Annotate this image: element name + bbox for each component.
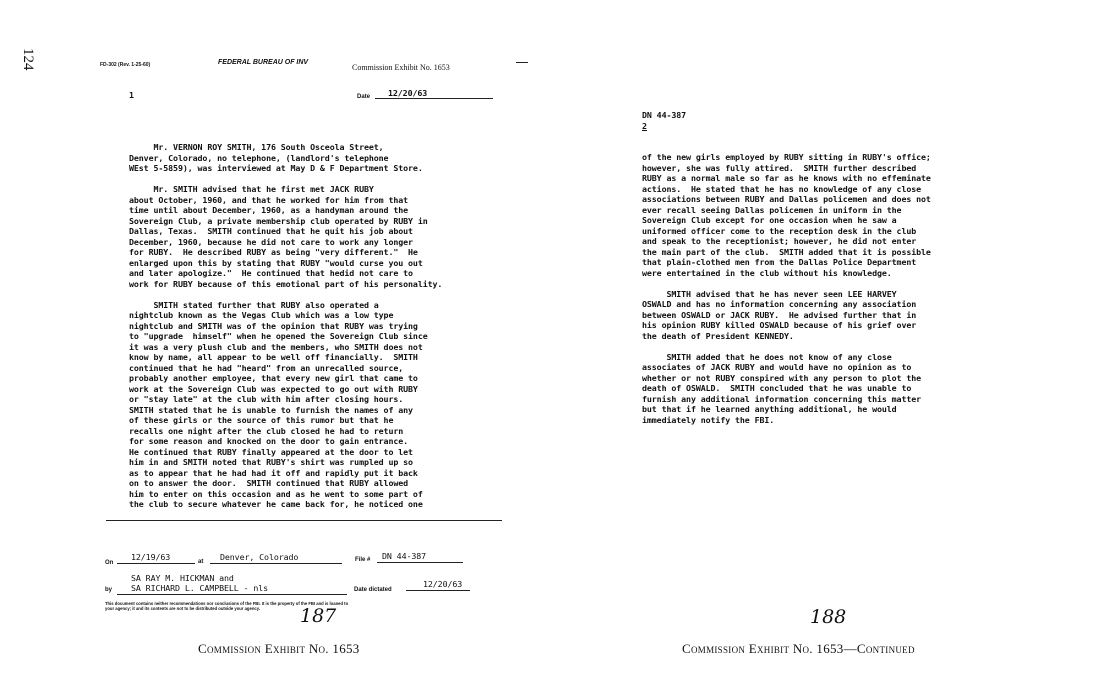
text-line: the club to secure whatever he came back for, he noticed one <box>129 499 423 509</box>
left-page-num: 1 <box>129 90 134 100</box>
text-line: He continued that RUBY finally appeared at the door to let <box>129 446 413 457</box>
text-line <box>129 174 442 185</box>
date-label: Date <box>357 94 371 100</box>
text-line: RUBY as a normal male so far as he knows with no effeminate <box>642 173 931 183</box>
left-body-text <box>129 142 442 510</box>
text-line: of these girls or the source of this rumor but that he <box>129 415 394 425</box>
text-line: between OSWALD or JACK RUBY. He advised further that in <box>642 309 917 320</box>
text-line: about October, 1960, and that he worked for him from that <box>129 194 409 205</box>
disclaimer-line-2: your agency; it and its contents are not to be distributed outside your agency. <box>105 606 260 611</box>
text-line <box>642 278 931 289</box>
text-line: SMITH stated that he is unable to furnish the names of any <box>129 404 413 415</box>
text-line: however, she was fully attired. SMITH further described <box>642 162 917 173</box>
text-line: continued that he had "heard" from an unrecalled source, <box>129 362 404 373</box>
text-line: ever recall seeing Dallas policemen in uniform in the <box>642 204 902 215</box>
right-caption: Commission Exhibit No. 1653—Continued <box>682 641 915 656</box>
text-line: of the new girls employed by RUBY sitting in RUBY's office; <box>642 152 931 162</box>
text-line <box>642 341 931 352</box>
file-label: File # <box>355 557 371 563</box>
dictated-label: Date dictated <box>354 587 392 593</box>
at-underline <box>210 563 342 564</box>
dictated-date: 12/20/63 <box>423 579 463 589</box>
left-handwritten-page: 187 <box>300 605 337 627</box>
agency-name: FEDERAL BUREAU OF INV <box>218 59 309 66</box>
date-value: 12/20/63 <box>388 88 428 98</box>
text-line: on to answer the door. SMITH continued that RUBY allowed <box>129 478 409 488</box>
by-underline <box>117 594 347 595</box>
text-line: Denver, Colorado, no telephone, (landlord's telephone <box>129 152 389 163</box>
right-body-text <box>642 152 931 425</box>
text-line: SMITH stated further that RUBY also operated a <box>129 299 379 310</box>
text-line: him to enter on this occasion and as he went to some part of <box>129 488 423 499</box>
text-line: associates of JACK RUBY and would have no opinion as to <box>642 362 912 372</box>
text-line: Mr. VERNON ROY SMITH, 176 South Osceola Street, <box>129 142 384 152</box>
text-line: immediately notify the FBI. <box>642 414 775 425</box>
dictated-underline <box>406 590 470 591</box>
text-line: enlarged upon this by stating that RUBY "would curse you out <box>129 257 423 268</box>
text-line: the death of President KENNEDY. <box>642 330 794 341</box>
agent-line-2: SA RICHARD L. CAMPBELL - nls <box>131 583 269 593</box>
text-line: furnish any additional information concerning this matter <box>642 393 922 404</box>
text-line: nightclub and SMITH was of the opinion that RUBY was trying <box>129 320 418 331</box>
text-line: but that if he learned anything additional, he would <box>642 404 897 414</box>
file-no: DN 44-387 <box>382 551 427 561</box>
text-line: that plain-clothed men from the Dallas Police Department <box>642 257 917 267</box>
text-line: Sovereign Club, a private membership club operated by RUBY in <box>129 215 428 226</box>
text-line: it was a very plush club and the members, who SMITH does not <box>129 341 423 352</box>
text-line: December, 1960, because he did not care to work any longer <box>129 236 413 247</box>
right-page-num: 2 <box>642 121 647 131</box>
text-line: OSWALD and has no information concerning any association <box>642 299 917 309</box>
text-line: work at the Sovereign Club was expected to go out with RUBY <box>129 383 418 394</box>
text-line: uniformed officer come to the reception desk in the club <box>642 225 917 236</box>
text-line: and speak to the receptionist; however, he did not enter <box>642 236 917 246</box>
text-line: to "upgrade himself" when he opened the Sovereign Club since <box>129 331 428 341</box>
by-label: by <box>105 587 113 593</box>
form-code: FD-302 (Rev. 1-25-60) <box>100 62 151 68</box>
left-body-rule <box>106 520 502 521</box>
text-line: as to appear that he had had it off and rapidly put it back <box>129 467 418 478</box>
at-label: at <box>198 559 204 565</box>
text-line: for some reason and knocked on the door to gain entrance. <box>129 436 409 446</box>
page-number: 124 <box>20 48 36 71</box>
date-underline <box>375 98 493 99</box>
text-line: his opinion RUBY killed OSWALD because of his grief over <box>642 320 917 330</box>
at-place: Denver, Colorado <box>220 552 299 562</box>
on-underline <box>117 563 195 564</box>
right-file-no: DN 44-387 <box>642 110 687 120</box>
agent-line-1: SA RAY M. HICKMAN and <box>131 573 234 583</box>
text-line: were entertained in the club without his knowledge. <box>642 267 892 278</box>
text-line: Sovereign Club except for one occasion when he saw a <box>642 215 897 225</box>
text-line: for RUBY. He described RUBY as being "very different." He <box>129 247 418 257</box>
disclaimer-line-1: This document contains neither recommendations nor conclusions of the FBI. It is the property of the FBI and is loaned to <box>105 601 349 606</box>
text-line: associations between RUBY and Dallas policemen and does not <box>642 194 931 204</box>
text-line: and later apologize." He continued that hedid not care to <box>129 268 413 278</box>
text-line: SMITH added that he does not know of any close <box>642 351 892 362</box>
text-line: recalls one night after the club closed he had to return <box>129 425 404 436</box>
text-line: actions. He stated that he has no knowledge of any close <box>642 183 922 194</box>
text-line: or "stay late" at the club with him after closing hours. <box>129 394 404 404</box>
text-line: probably another employee, that every new girl that came to <box>129 373 418 383</box>
text-line: know by name, all appear to be well off financially. SMITH <box>129 352 418 362</box>
on-date: 12/19/63 <box>131 552 171 562</box>
text-line: time until about December, 1960, as a handyman around the <box>129 205 409 215</box>
text-line: nightclub known as the Vegas Club which was a low type <box>129 310 394 320</box>
on-label: On <box>105 560 114 566</box>
text-line: SMITH advised that he has never seen LEE HARVEY <box>642 288 897 299</box>
exhibit-label: Commission Exhibit No. 1653 <box>352 63 450 72</box>
right-handwritten-page: 188 <box>810 606 847 628</box>
text-line: work for RUBY because of this emotional part of his personality. <box>129 278 443 289</box>
text-line: WEst 5-5859), was interviewed at May D & F Department Store. <box>129 163 423 173</box>
text-line: him in and SMITH noted that RUBY's shirt was rumpled up so <box>129 457 413 467</box>
text-line <box>129 289 442 300</box>
text-line: the main part of the club. SMITH added that it is possible <box>642 246 931 257</box>
left-caption: Commission Exhibit No. 1653 <box>198 641 360 656</box>
text-line: death of OSWALD. SMITH concluded that he was unable to <box>642 383 912 393</box>
file-underline <box>377 562 463 563</box>
text-line: whether or not RUBY conspired with any person to plot the <box>642 372 922 383</box>
text-line: Mr. SMITH advised that he first met JACK RUBY <box>129 184 374 194</box>
header-dash <box>516 62 528 63</box>
text-line: Dallas, Texas. SMITH continued that he quit his job about <box>129 226 413 236</box>
